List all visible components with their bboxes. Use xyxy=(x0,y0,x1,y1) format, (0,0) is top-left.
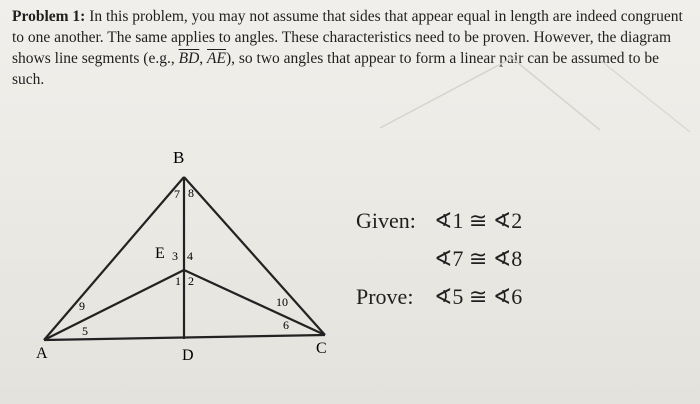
angle-4-label: 4 xyxy=(187,249,193,263)
problem-text-1: In this problem, you may not assume that sides that appear equal in length are indeed congruent to one another. The same applies to angles. These characteristics need to be proven. However, the diagram shows line segments (e.g., xyxy=(12,8,683,67)
prove-label: Prove: xyxy=(356,284,414,309)
vertex-a-label: A xyxy=(36,345,48,362)
segment-separator: , xyxy=(199,50,208,67)
vertex-c-label: C xyxy=(316,340,327,357)
problem-label: Problem 1: xyxy=(12,8,86,25)
given-statement-2: ∢7 ≅ ∢8 xyxy=(434,246,523,271)
segment-bd: $\overline{BD}$ xyxy=(178,50,200,67)
prove-statement: ∢5 ≅ ∢6 xyxy=(434,284,523,309)
vertex-b-label: B xyxy=(173,148,185,167)
angle-3-label: 3 xyxy=(172,249,178,263)
angle-5-label: 5 xyxy=(82,324,88,338)
angle-10-label: 10 xyxy=(276,295,288,309)
segment-ae: $\overline{AE}$ xyxy=(207,50,226,67)
angle-8-label: 8 xyxy=(188,186,194,200)
angle-9-label: 9 xyxy=(79,299,85,313)
prove-row xyxy=(356,278,522,316)
segment-bc xyxy=(184,177,325,335)
segment-ec xyxy=(44,270,184,340)
angle-2-label: 2 xyxy=(188,274,194,288)
angle-1-label: 1 xyxy=(175,274,181,288)
given-row-2 xyxy=(356,240,522,278)
vertex-e-label: E xyxy=(155,245,165,262)
given-prove-block xyxy=(356,202,522,316)
given-label: Given: xyxy=(356,208,416,233)
vertex-d-label: D xyxy=(182,347,194,364)
segment-e-to-c xyxy=(184,270,325,335)
angle-6-label: 6 xyxy=(283,318,289,332)
angle-7-label: 7 xyxy=(174,187,180,201)
given-row-1 xyxy=(356,202,522,240)
triangle-diagram xyxy=(0,0,340,380)
problem-text-2: ), so two angles that appear to form a linear pair can be assumed to be such. xyxy=(12,50,659,88)
given-statement-1: ∢1 ≅ ∢2 xyxy=(434,208,523,233)
